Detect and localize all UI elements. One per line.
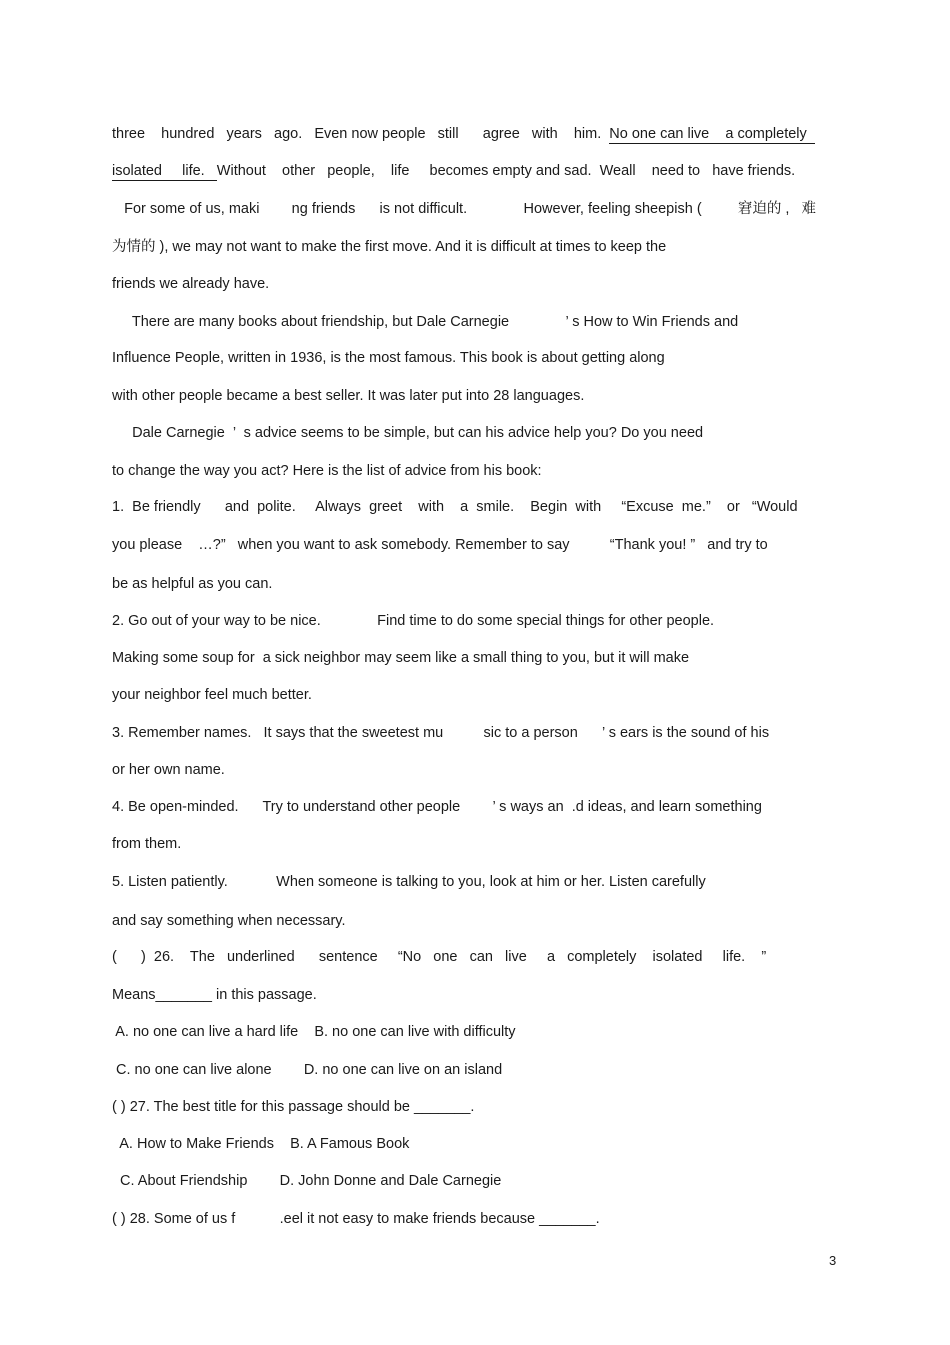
question-26-stem: Means_______ in this passage.	[112, 987, 317, 1003]
passage-line: 5. Listen patiently. When someone is talking to you, look at him or her. Listen carefully	[112, 874, 706, 890]
passage-line: 2. Go out of your way to be nice. Find time to do some special things for other people.	[112, 613, 715, 629]
question-26: ( ) 26. The underlined sentence “No one can live a completely isolated life. ”	[112, 949, 767, 965]
passage-line: or her own name.	[112, 762, 225, 778]
passage-line: your neighbor feel much better.	[112, 687, 312, 703]
passage-line: Dale Carnegie ’ s advice seems to be simple, but can his advice help you? Do you need	[112, 425, 704, 441]
question-27-options-cd: C. About Friendship D. John Donne and Dale Carnegie	[112, 1173, 502, 1189]
passage-line: and say something when necessary.	[112, 913, 346, 929]
passage-line: to change the way you act? Here is the list of advice from his book:	[112, 463, 542, 479]
passage-line: friends we already have.	[112, 276, 270, 292]
question-27-options-ab: A. How to Make Friends B. A Famous Book	[112, 1136, 410, 1152]
passage-line: 3. Remember names. It says that the sweetest mu sic to a person ’ s ears is the sound of his	[112, 725, 770, 741]
question-26-options-cd: C. no one can live alone D. no one can live on an island	[112, 1062, 503, 1078]
question-27: ( ) 27. The best title for this passage should be _______.	[112, 1099, 475, 1115]
passage-line: 1. Be friendly and polite. Always greet with a smile. Begin with “Excuse me.” or “Would	[112, 499, 798, 515]
passage-line: three hundred years ago. Even now people still agree with him. No one can live a completely	[112, 126, 815, 142]
underlined-sentence: isolated life.	[112, 163, 217, 179]
passage-line: from them.	[112, 836, 182, 852]
question-28: ( ) 28. Some of us f .eel it not easy to make friends because _______.	[112, 1211, 600, 1227]
passage-line: with other people became a best seller. It was later put into 28 languages.	[112, 388, 585, 404]
passage-line: Influence People, written in 1936, is the most famous. This book is about getting along	[112, 350, 665, 366]
passage-line: 为情的 ), we may not want to make the first move. And it is difficult at times to keep the	[112, 239, 667, 255]
passage-line: 4. Be open-minded. Try to understand other people ’ s ways an .d ideas, and learn something	[112, 799, 762, 815]
question-26-options-ab: A. no one can live a hard life B. no one can live with difficulty	[112, 1024, 516, 1040]
page-number: 3	[829, 1253, 837, 1268]
underlined-sentence: No one can live a completely	[609, 126, 815, 142]
passage-line: There are many books about friendship, but Dale Carnegie ’ s How to Win Friends and	[112, 314, 739, 330]
passage-line: For some of us, maki ng friends is not difficult. However, feeling sheepish ( 窘迫的 , 难	[112, 201, 817, 217]
passage-line: you please …?” when you want to ask somebody. Remember to say “Thank you! ” and try to	[112, 537, 768, 553]
passage-line: isolated life. Without other people, life becomes empty and sad. Weall need to have friends.	[112, 163, 796, 179]
passage-line: be as helpful as you can.	[112, 576, 273, 592]
passage-line: Making some soup for a sick neighbor may seem like a small thing to you, but it will make	[112, 650, 690, 666]
